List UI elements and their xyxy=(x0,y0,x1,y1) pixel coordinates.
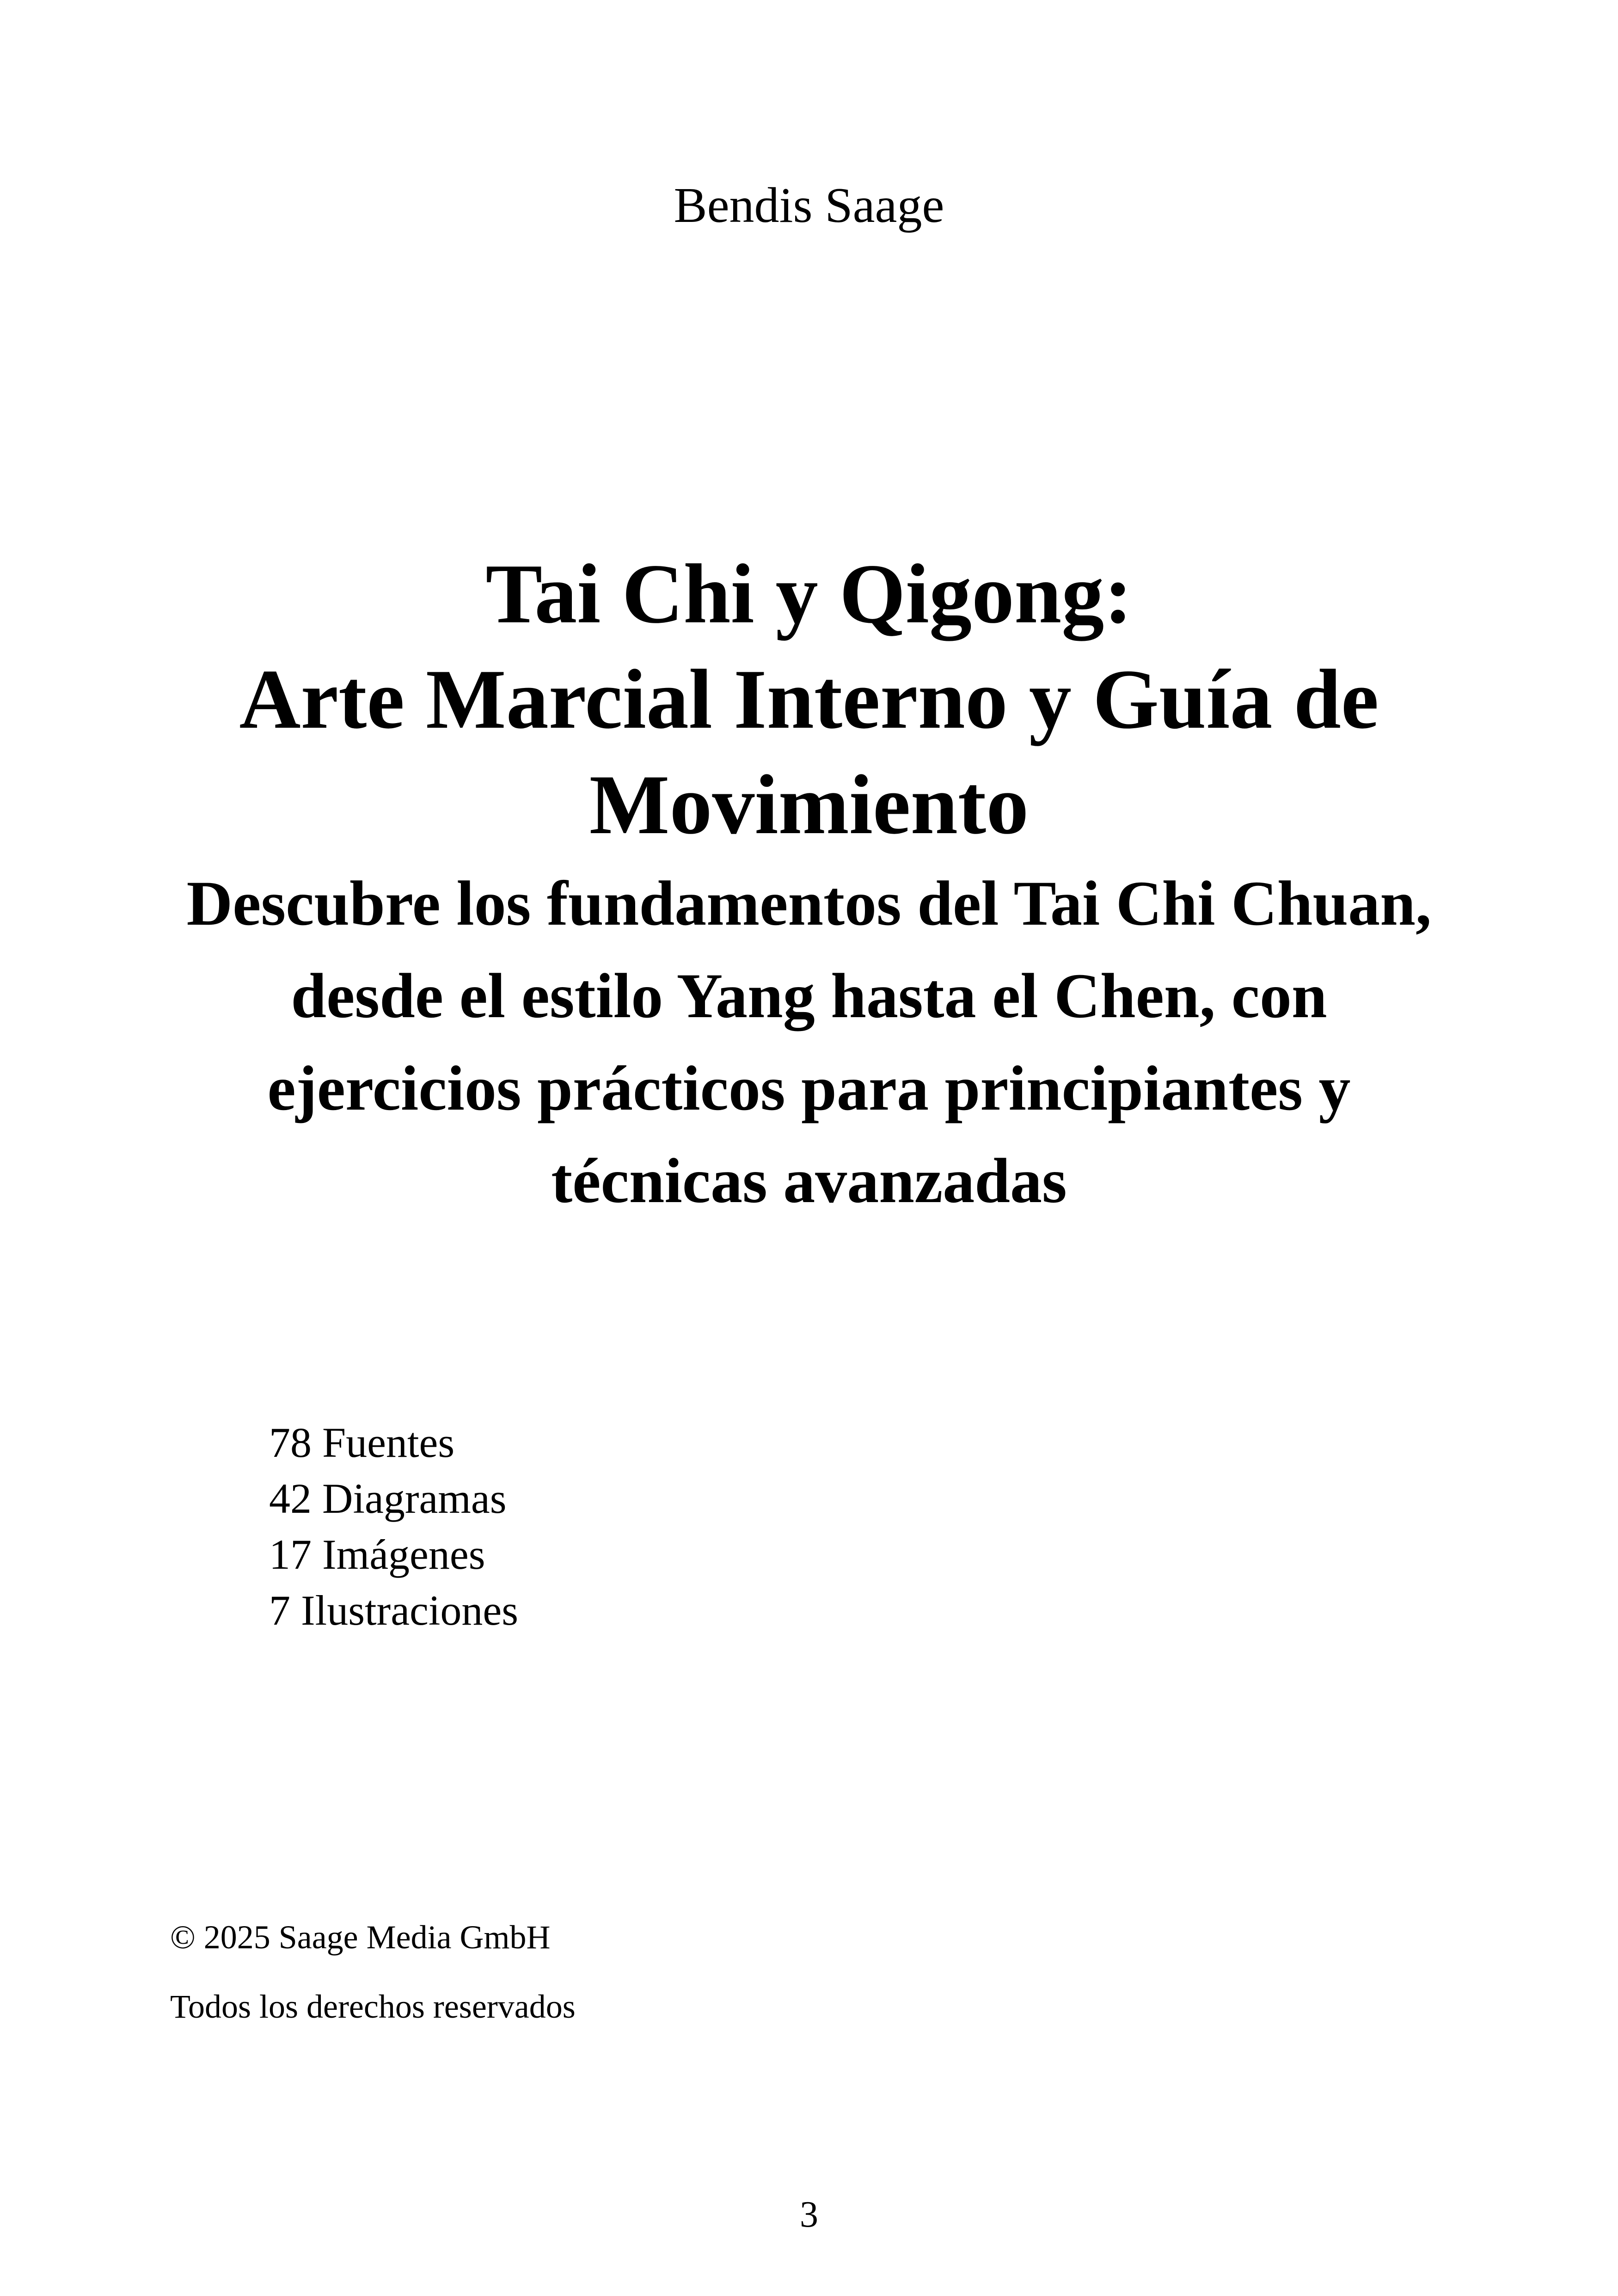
rights-notice: Todos los derechos reservados xyxy=(170,1988,576,2025)
subtitle: Descubre los fundamentos del Tai Chi Chuan, desde el estilo Yang hasta el Chen, con ejercicios prácticos para principiantes y técnicas avanzadas xyxy=(186,868,1432,1216)
stat-diagrams: 42 Diagramas xyxy=(269,1475,507,1522)
content-stats xyxy=(269,1415,518,1639)
stat-sources: 78 Fuentes xyxy=(269,1419,455,1466)
title-block xyxy=(116,541,1502,1227)
copyright-notice: © 2025 Saage Media GmbH xyxy=(170,1919,551,1956)
page-number: 3 xyxy=(800,2194,818,2235)
title-line-1: Tai Chi y Qigong: xyxy=(485,546,1133,641)
title-line-3: Movimiento xyxy=(589,757,1029,852)
stat-illustrations: 7 Ilustraciones xyxy=(269,1587,519,1634)
title-line-2: Arte Marcial Interno y Guía de xyxy=(239,652,1379,746)
author-name: Bendis Saage xyxy=(674,178,944,233)
stat-images: 17 Imágenes xyxy=(269,1531,485,1578)
